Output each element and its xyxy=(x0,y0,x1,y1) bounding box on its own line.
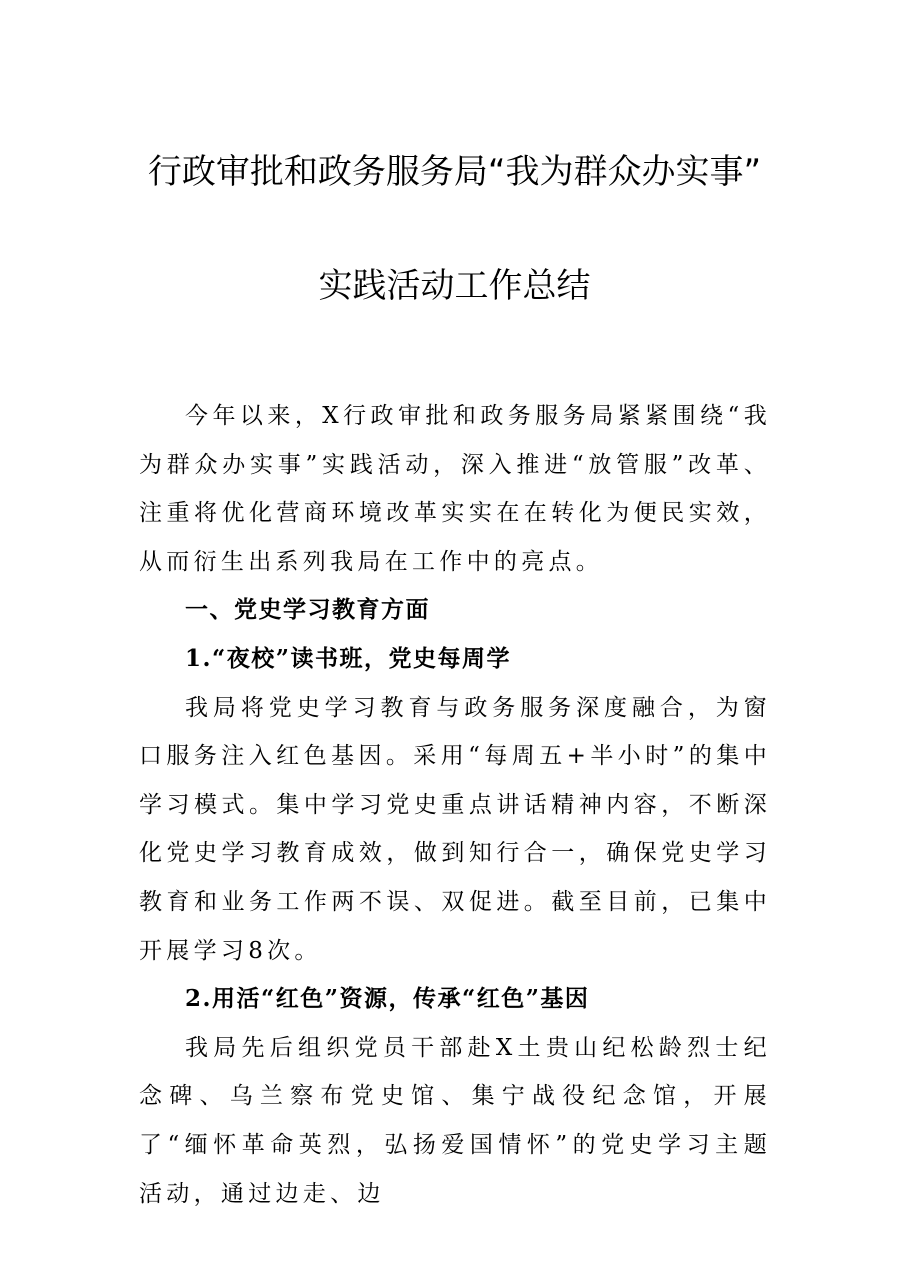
item-heading-2: 2.用活“红色”资源，传承“红色”基因 xyxy=(185,985,590,1013)
item-paragraph-2: 我局先后组织党员干部赴X土贵山纪松龄烈士纪念碑、乌兰察布党史馆、集宁战役纪念馆，开展了“缅怀革命英烈，弘扬爱国情怀”的党史学习主题活动，通过边走、边 xyxy=(139,1034,771,1207)
item-paragraph-1: 我局将党史学习教育与政务服务深度融合，为窗口服务注入红色基因。采用“每周五+半小时”的集中学习模式。集中学习党史重点讲话精神内容，不断深化党史学习教育成效，做到知行合一，确保党史学习教育和业务工作两不误、双促进。截至目前，已集中开展学习8次。 xyxy=(139,694,771,964)
document-title-line2: 实践活动工作总结 xyxy=(318,266,591,306)
section-heading-1: 一、党史学习教育方面 xyxy=(185,596,430,624)
intro-paragraph: 今年以来，X行政审批和政务服务局紧紧围绕“我为群众办实事”实践活动，深入推进“放管服”改革、注重将优化营商环境改革实实在在转化为便民实效，从而衍生出系列我局在工作中的亮点。 xyxy=(139,403,771,575)
item-heading-1: 1.“夜校”读书班，党史每周学 xyxy=(185,644,511,672)
document-body xyxy=(139,392,771,1218)
document-title-line1: 行政审批和政务服务局“我为群众办实事” xyxy=(147,152,762,192)
